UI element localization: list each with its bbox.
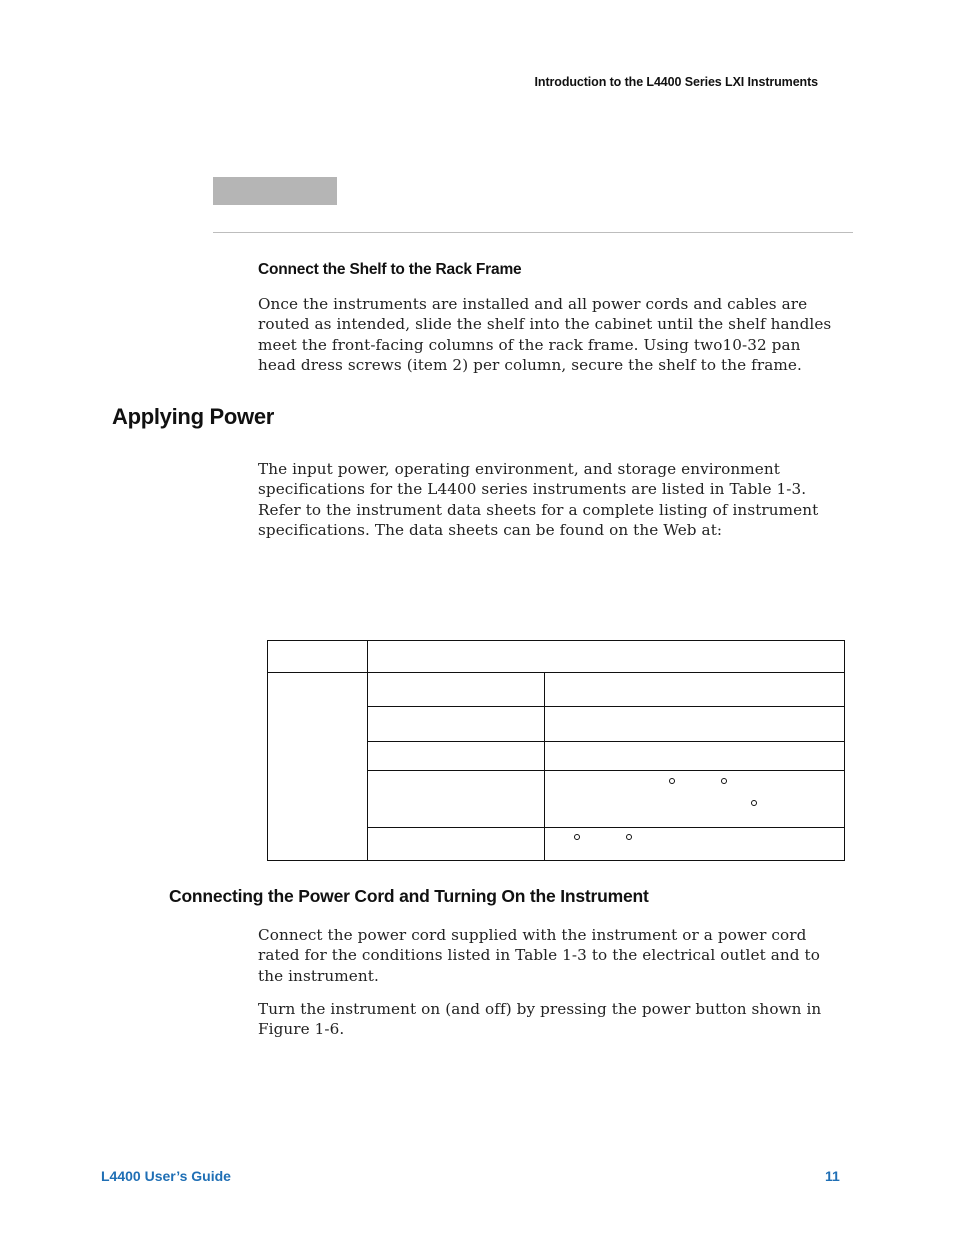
footer-page-number: 11 — [825, 1168, 840, 1184]
shelf-paragraph: Once the instruments are installed and all power cords and cables are routed as intended, slide the shelf into the cabinet until the shelf handles meet the front-facing columns of the rack frame. Using two10-32 pan head dress screws (item 2) per column, secure the shelf to the frame. — [258, 295, 832, 375]
applying-power-heading: Applying Power — [112, 404, 275, 429]
power-cord-paragraph: Connect the power cord supplied with the instrument or a power cord rated for the conditions listed in Table 1-3 to the electrical outlet and to the instrument. — [258, 926, 820, 985]
note-tab — [213, 177, 337, 205]
power-cord-heading: Connecting the Power Cord and Turning On the Instrument — [169, 886, 649, 906]
table-row-divider — [268, 672, 844, 673]
table-row-divider — [367, 827, 844, 828]
table-row-divider — [367, 706, 844, 707]
degree-symbol — [669, 778, 675, 784]
shelf-heading: Connect the Shelf to the Rack Frame — [258, 261, 522, 278]
power-specifications-table — [267, 640, 845, 861]
power-button-paragraph: Turn the instrument on (and off) by pressing the power button shown in Figure 1-6. — [258, 1000, 822, 1039]
power-paragraph: The input power, operating environment, and storage environment specifications for the L4400 series instruments are listed in Table 1-3. Refer to the instrument data sheets for a complete listing of instrument specifications. The data sheets can be found on the Web at: — [258, 460, 819, 540]
table-col-divider — [544, 672, 545, 860]
degree-symbol — [574, 834, 580, 840]
running-header: Introduction to the L4400 Series LXI Instruments — [534, 75, 818, 89]
degree-symbol — [626, 834, 632, 840]
divider-rule — [213, 232, 853, 233]
footer-guide-title: L4400 User’s Guide — [101, 1168, 231, 1184]
degree-symbol — [751, 800, 757, 806]
table-row-divider — [367, 770, 844, 771]
table-row-divider — [367, 741, 844, 742]
degree-symbol — [721, 778, 727, 784]
